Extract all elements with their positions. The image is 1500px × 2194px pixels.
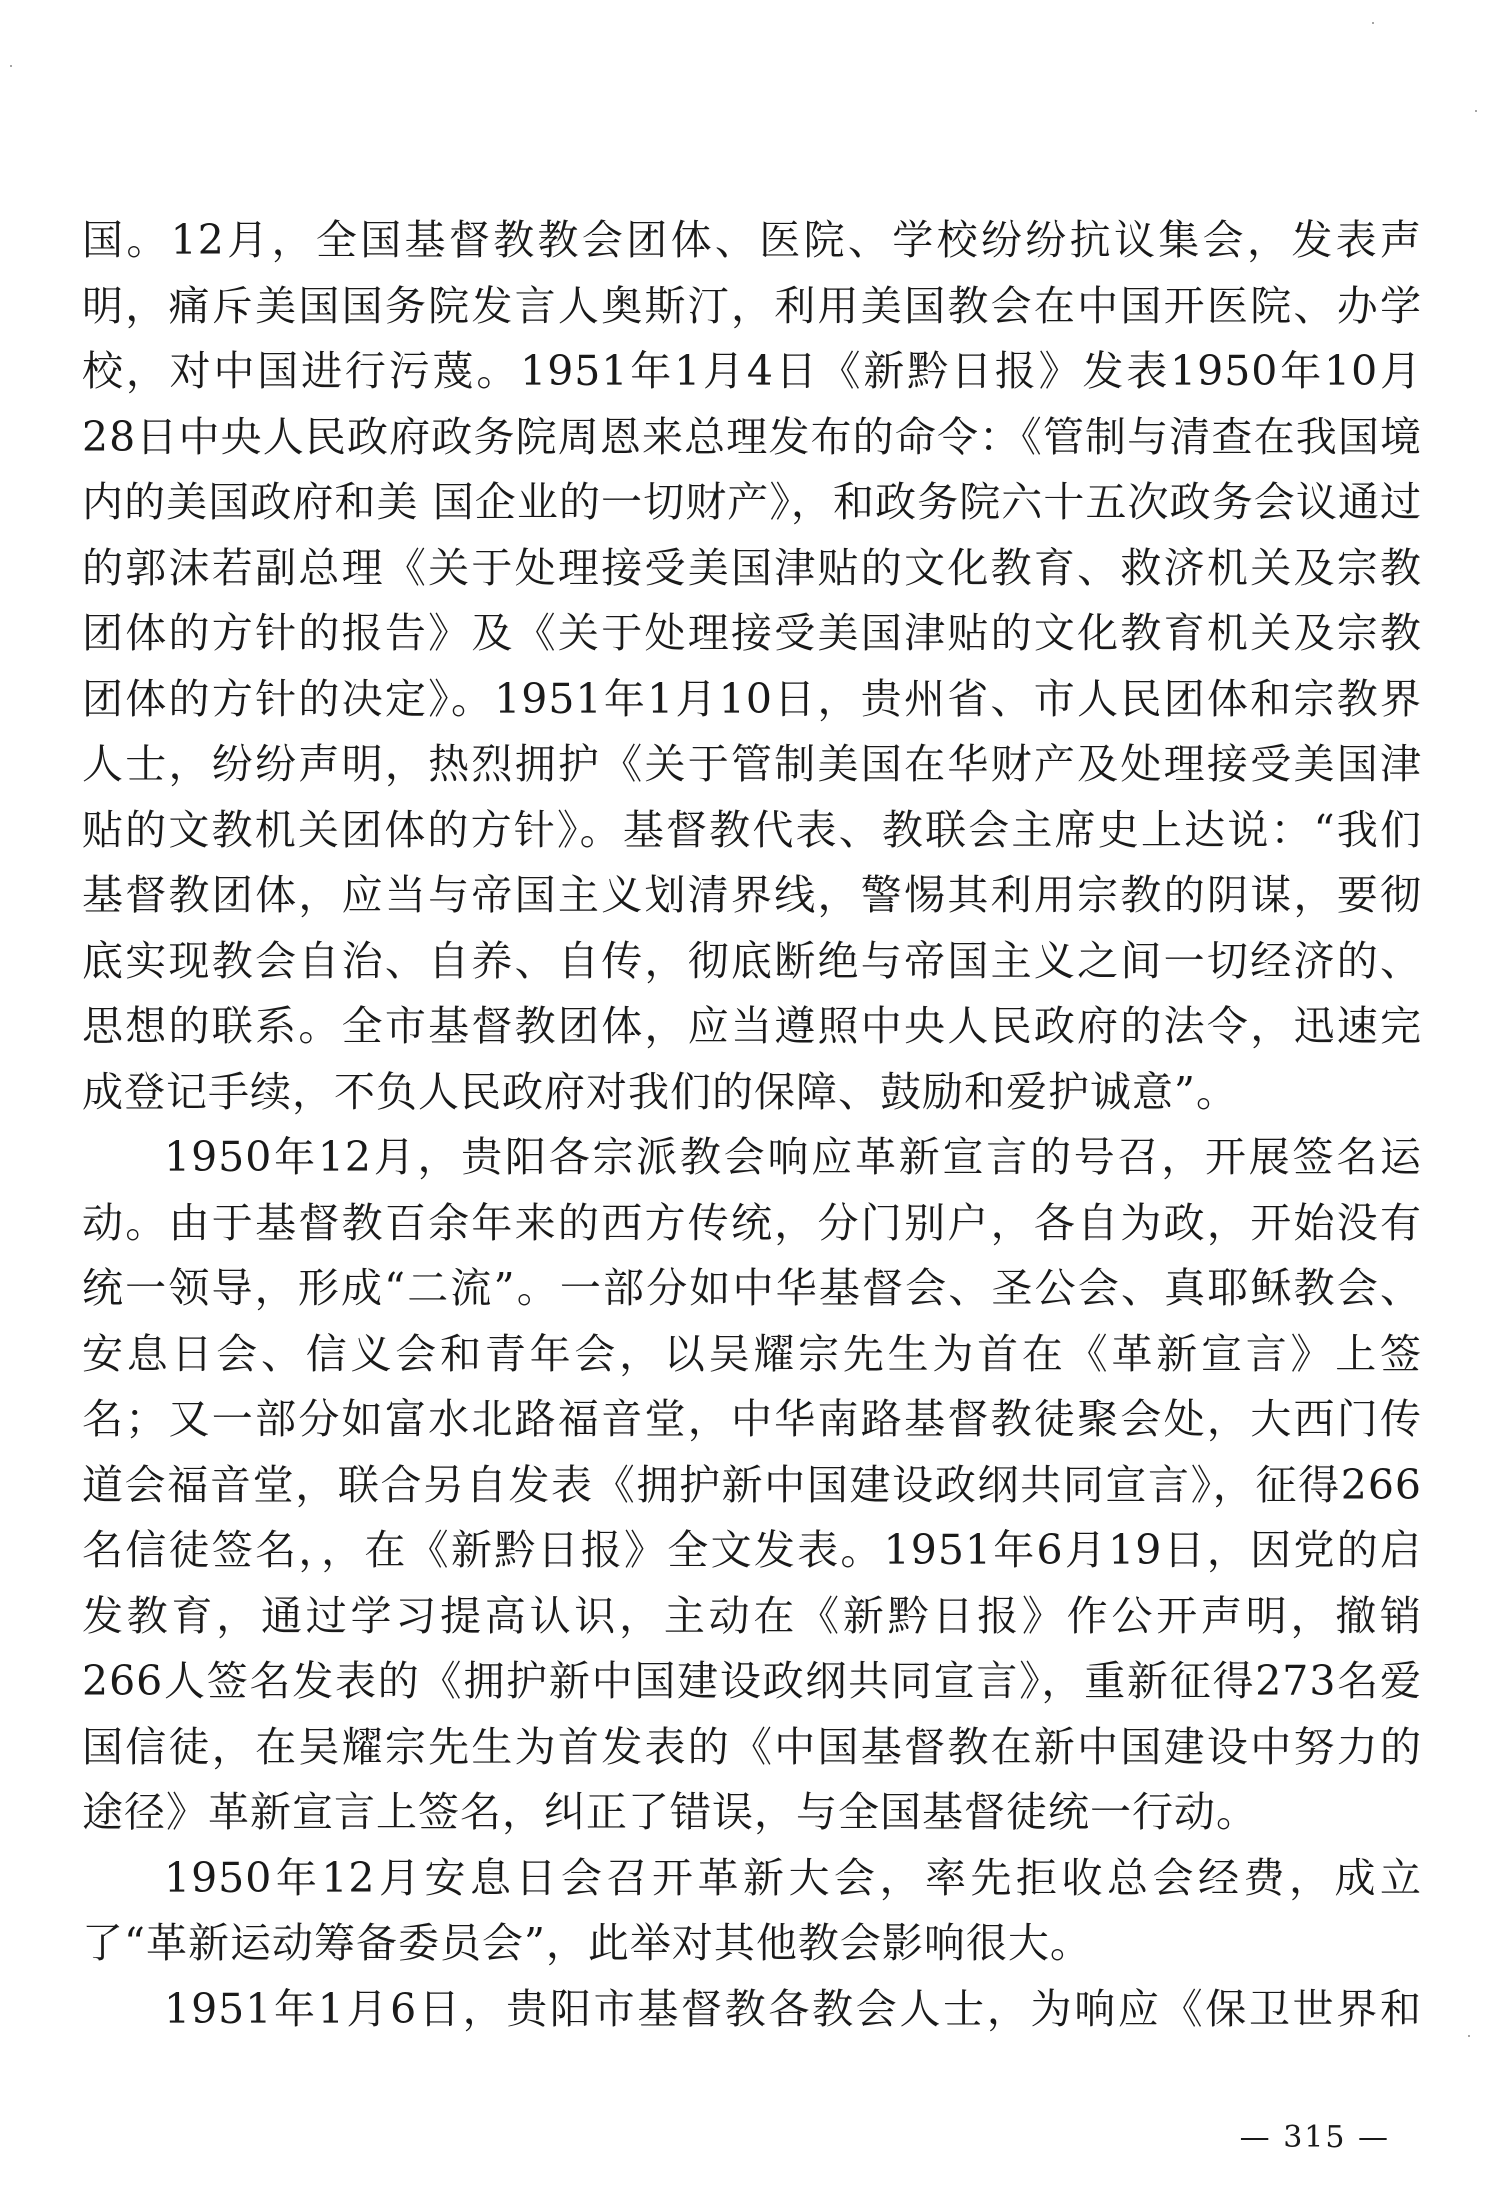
- scan-speck: [1475, 110, 1477, 112]
- paragraph-4: 1951年1月6日，贵阳市基督教各教会人士，为响应《保卫世界和: [164, 1984, 1422, 2033]
- page-body: [82, 208, 1422, 2042]
- page-number: — 315 —: [1239, 2120, 1390, 2155]
- paragraph-1: 国。12月，全国基督教教会团体、医院、学校纷纷抗议集会，发表声明，痛斥美国国务院发言人奥斯汀，利用美国教会在中国开医院、办学校，对中国进行污蔑。1951年1月4日《新黔日报》发表1950年10月28日中央人民政府政务院周恩来总理发布的命令：《管制与清查在我国境内的美国政府和美 国企业的一切财产》，和政务院六十五次政务会议通过的郭沫若副总理《关于处理接受美国津贴的文化教育、救济机关及宗教团体的方针的报告》及《关于处理接受美国津贴的文化教育机关及宗教团体的方针的决定》。1951年1月10日，贵州省、市人民团体和宗教界人士，纷纷声明，热烈拥护《关于管制美国在华财产及处理接受美国津贴的文教机关团体的方针》。基督教代表、教联会主席史上达说：“我们基督教团体，应当与帝国主义划清界线，警惕其利用宗教的阴谋，要彻底实现教会自治、自养、自传，彻底断绝与帝国主义之间一切经济的、思想的联系。全市基督教团体，应当遵照中央人民政府的法令，迅速完成登记手续，不负人民政府对我们的保障、鼓励和爱护诚意”。: [82, 216, 1422, 1116]
- paragraph-2: 1950年12月，贵阳各宗派教会响应革新宣言的号召，开展签名运动。由于基督教百余年来的西方传统，分门别户，各自为政，开始没有统一领导，形成“二流”。一部分如中华基督会、圣公会、真耶稣教会、安息日会、信义会和青年会，以吴耀宗先生为首在《革新宣言》上签名；又一部分如富水北路福音堂，中华南路基督教徒聚会处，大西门传道会福音堂，联合另自发表《拥护新中国建设政纲共同宣言》，征得266名信徒签名，，在《新黔日报》全文发表。1951年6月19日，因党的启发教育，通过学习提高认识，主动在《新黔日报》作公开声明，撤销266人签名发表的《拥护新中国建设政纲共同宣言》，重新征得273名爱国信徒，在吴耀宗先生为首发表的《中国基督教在新中国建设中努力的途径》革新宣言上签名，纠正了错误，与全国基督徒统一行动。: [82, 1133, 1422, 1836]
- paragraph-3: 1950年12月安息日会召开革新大会，率先拒收总会经费，成立了“革新运动筹备委员会”，此举对其他教会影响很大。: [82, 1853, 1422, 1967]
- scan-speck: [1372, 22, 1374, 24]
- scan-speck: [1468, 2035, 1470, 2037]
- scan-speck: [10, 65, 12, 67]
